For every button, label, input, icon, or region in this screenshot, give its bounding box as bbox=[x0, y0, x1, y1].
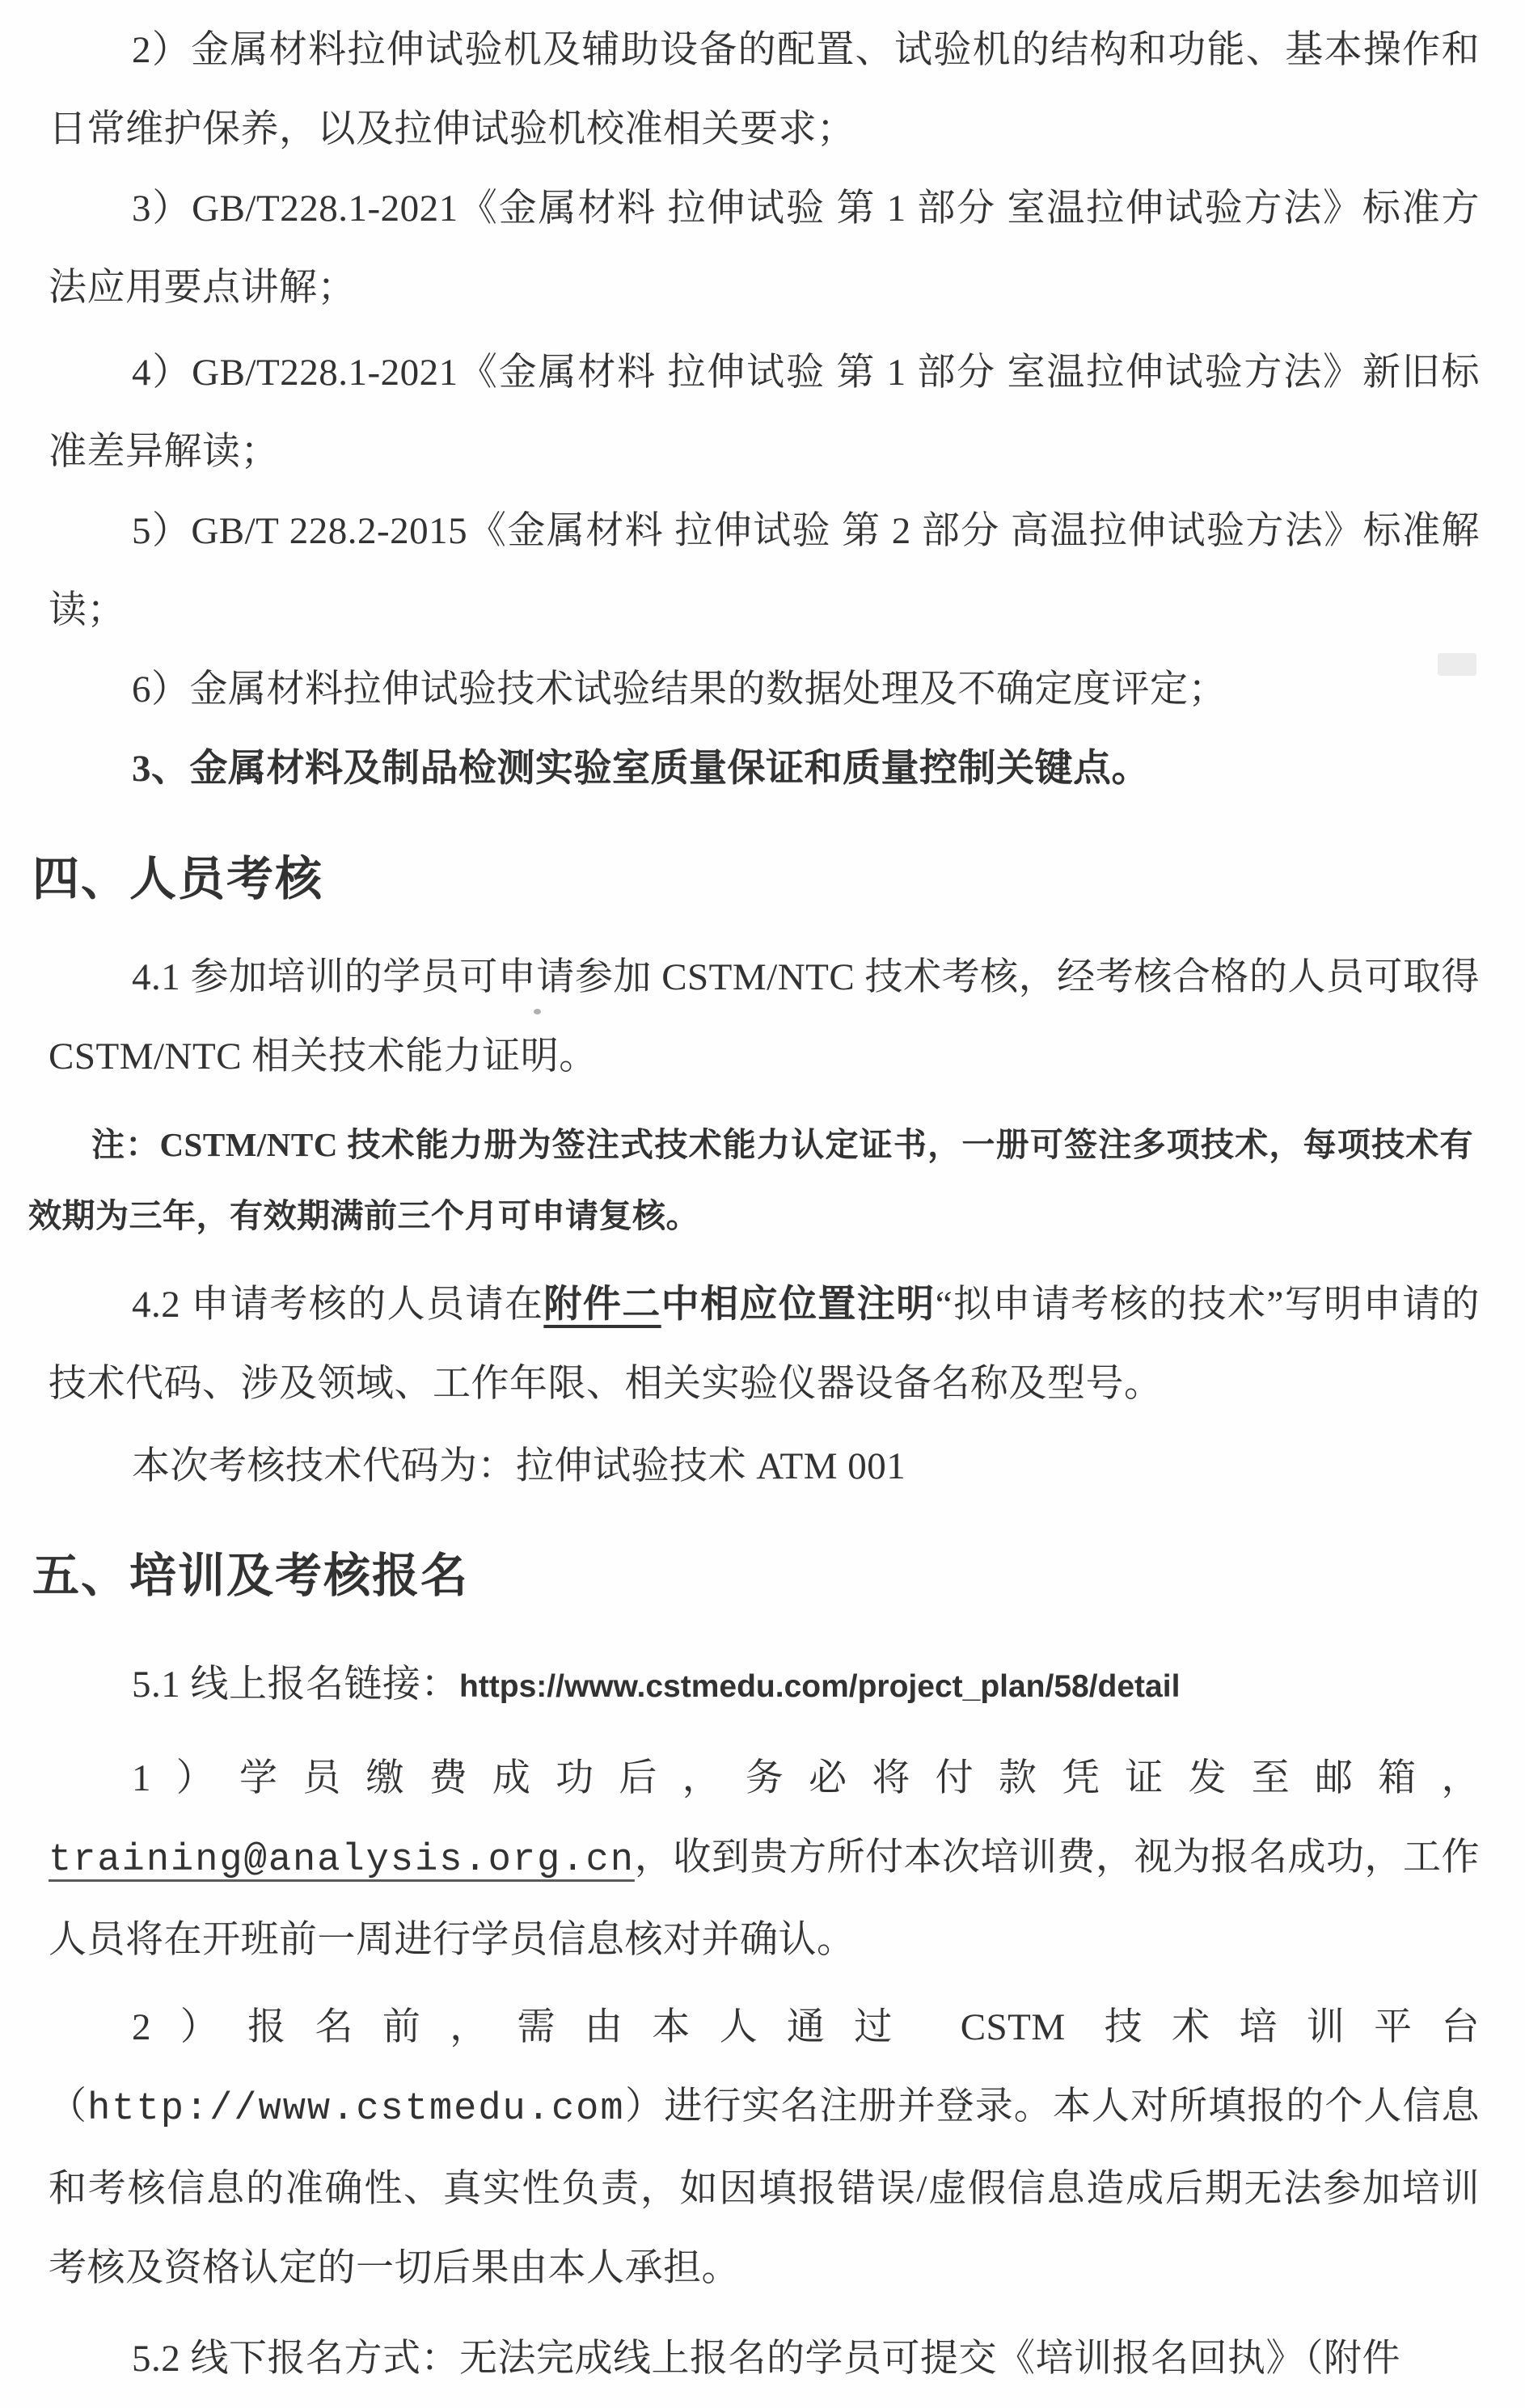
paragraph-4-1: 4.1 参加培训的学员可申请参加 CSTM/NTC 技术考核，经考核合格的人员可取得 CSTM/NTC 相关技术能力证明。 bbox=[49, 956, 1480, 1077]
note-paragraph: 注：CSTM/NTC 技术能力册为签注式技术能力认定证书，一册可签注多项技术，每项技术有效期为三年，有效期满前三个月可申请复核。 bbox=[28, 1126, 1473, 1234]
list-item-3: 3）GB/T228.1-2021《金属材料 拉伸试验 第 1 部分 室温拉伸试验方法》标准方法应用要点讲解； bbox=[49, 188, 1480, 309]
registration-paragraph bbox=[49, 1988, 1480, 2308]
payment-lead: 1）学员缴费成功后，务必将付款凭证发至邮箱， bbox=[132, 1757, 1480, 1799]
paragraph-5-2: 5.2 线下报名方式：无法完成线上报名的学员可提交《培训报名回执》（附件 bbox=[132, 2338, 1400, 2380]
list-item-5: 5）GB/T 228.2-2015《金属材料 拉伸试验 第 2 部分 高温拉伸试验方法》标准解读； bbox=[49, 510, 1480, 631]
paragraph-4-2-lead: 4.2 申请考核的人员请在 bbox=[132, 1284, 544, 1326]
list-item-3-bold: 3、金属材料及制品检测实验室质量保证和质量控制关键点。 bbox=[132, 748, 1150, 790]
attachment-2-reference[interactable]: 附件二 bbox=[543, 1284, 661, 1326]
list-item-6: 6）金属材料拉伸试验技术试验结果的数据处理及不确定度评定； bbox=[132, 668, 1227, 711]
paragraph-4-2 bbox=[49, 1265, 1480, 1423]
training-email-link[interactable]: training@analysis.org.cn bbox=[49, 1839, 635, 1882]
scan-artifact-speck bbox=[534, 1009, 541, 1014]
online-signup-label: 5.1 线上报名链接： bbox=[132, 1664, 459, 1706]
cstm-platform-url[interactable]: http://www.cstmedu.com bbox=[87, 2088, 625, 2131]
payment-paragraph bbox=[49, 1739, 1480, 1980]
section-heading-5: 五、培训及考核报名 bbox=[32, 1550, 470, 1602]
list-item-2: 2）金属材料拉伸试验机及辅助设备的配置、试验机的结构和功能、基本操作和日常维护保养，以及拉伸试验机校准相关要求； bbox=[49, 29, 1480, 150]
registration-lead: 2）报名前，需由本人通过 CSTM 技术培训平台（ bbox=[49, 2006, 1480, 2128]
assessment-code-line: 本次考核技术代码为：拉伸试验技术 ATM 001 bbox=[132, 1445, 906, 1487]
payment-rest: ，收到贵方所付本次培训费，视为报名成功，工作人员将在开班前一周进行学员信息核对并确认。 bbox=[49, 1837, 1480, 1961]
registration-rest: ）进行实名注册并登录。本人对所填报的个人信息和考核信息的准确性、真实性负责，如因填报错误/虚假信息造成后期无法参加培训考核及资格认定的一切后果由本人承担。 bbox=[49, 2085, 1481, 2289]
signup-url-link[interactable]: https://www.cstmedu.com/project_plan/58/detail bbox=[459, 1669, 1181, 1704]
paragraph-4-2-rest: “拟申请考核的技术”写明申请的技术代码、涉及领域、工作年限、相关实验仪器设备名称及型号。 bbox=[49, 1284, 1481, 1405]
list-item-4: 4）GB/T228.1-2021《金属材料 拉伸试验 第 1 部分 室温拉伸试验方法》新旧标准差异解读； bbox=[49, 352, 1480, 473]
scan-artifact-smudge bbox=[1438, 653, 1476, 676]
section-heading-4: 四、人员考核 bbox=[32, 853, 324, 905]
paragraph-5-1 bbox=[49, 1645, 1480, 1727]
paragraph-4-2-bold-text: 中相应位置注明 bbox=[661, 1284, 936, 1326]
